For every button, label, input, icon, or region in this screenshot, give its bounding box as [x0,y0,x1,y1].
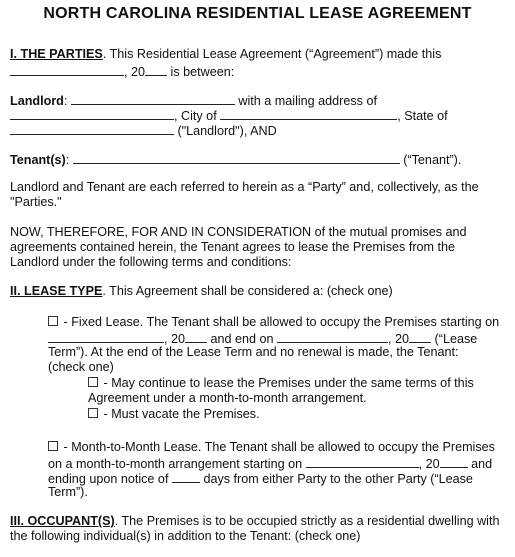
party-def-line-1: Landlord and Tenant are each referred to herein as a “Party” and, collectively, as the [10,180,479,194]
monthly-lease-line-3 [48,470,473,488]
fixed-start-year-prefix: , 20 [164,332,186,346]
occupants-line-1 [10,514,499,530]
month-to-month-option [88,376,474,392]
fixed-lease-line-4: (check one) [48,360,114,374]
fixed-start-year-field[interactable] [185,330,207,343]
month-to-month-option-cont: Agreement under a month-to-month arrangement. [88,391,367,405]
vacate-text: - Must vacate the Premises. [100,407,260,421]
fixed-end-year-field[interactable] [409,330,431,343]
fixed-start-date-field[interactable] [48,330,164,343]
landlord-line-3 [10,122,277,140]
tenant-label: Tenant(s) [10,153,66,167]
vacate-checkbox[interactable] [88,408,98,418]
state-of-text: , State of [397,109,448,123]
agreement-year-field[interactable] [145,63,167,76]
landlord-city-field[interactable] [220,107,397,120]
monthly-lease-text: - Month-to-Month Lease. The Tenant shall be allowed to occupy the Premises [60,440,495,454]
between-text: is between: [167,65,235,79]
continue-lease-text: - May continue to lease the Premises under the same terms of this [100,376,474,390]
lease-type-line [10,284,393,300]
landlord-state-field[interactable] [10,122,174,135]
fixed-end-date-field[interactable] [277,330,388,343]
fixed-lease-text: - Fixed Lease. The Tenant shall be allowed to occupy the Premises starting on [60,315,500,329]
consideration-line-3: Landlord under the following terms and conditions: [10,255,292,269]
notice-days-field[interactable] [172,470,200,483]
landlord-address-field[interactable] [10,107,174,120]
fixed-lease-line-3: Term”). At the end of the Lease Term and no renewal is made, the Tenant: [48,345,459,359]
consideration-line-1: NOW, THEREFORE, FOR AND IN CONSIDERATION of the mutual promises and [10,225,467,239]
end-on-text: and end on [207,332,274,346]
landlord-label: Landlord [10,94,64,108]
notice-days-text: days from either Party to the other Party (“Lease [199,472,473,486]
occupants-heading: III. OCCUPANT(S) [10,514,115,528]
continue-lease-checkbox[interactable] [88,377,98,387]
occupants-text: . The Premises is to be occupied strictly as a residential dwelling with [114,514,500,528]
year-prefix: , 20 [124,65,146,79]
tenant-name-field[interactable] [73,151,400,164]
lease-type-heading: II. LEASE TYPE [10,284,103,298]
document-title: NORTH CAROLINA RESIDENTIAL LEASE AGREEMENT [43,5,472,22]
parties-text: . This Residential Lease Agreement (“Agreement”) made this [102,47,442,61]
starting-on-text: on a month-to-month arrangement starting on [48,457,303,471]
parties-line-2 [10,63,234,81]
monthly-start-year-field[interactable] [440,455,468,468]
party-def-line-2: "Parties." [10,195,62,209]
monthly-year-prefix: , 20 [418,457,440,471]
fixed-end-year-prefix: , 20 [388,332,410,346]
tenant-line [10,151,461,169]
lease-term-open: (“Lease [431,332,478,346]
landlord-closing-text: ("Landlord"), AND [174,124,277,138]
parties-heading: I. THE PARTIES [10,47,103,61]
occupants-line-2: the following individual(s) in addition to the Tenant: (check one) [10,529,361,543]
monthly-start-date-field[interactable] [306,455,419,468]
city-of-text: , City of [174,109,217,123]
consideration-line-2: agreements contained herein, the Tenant agrees to lease the Premises from the [10,240,456,254]
vacate-option [88,407,260,423]
tenant-colon: : [65,153,70,167]
parties-line-1 [10,47,441,63]
landlord-colon: : [63,94,68,108]
monthly-lease-checkbox[interactable] [48,441,58,451]
agreement-date-field[interactable] [10,63,124,76]
fixed-lease-line-1 [48,315,499,331]
fixed-lease-checkbox[interactable] [48,316,58,326]
tenant-closing-text: (“Tenant”). [399,153,462,167]
mailing-address-text: with a mailing address of [234,94,377,108]
monthly-lease-line-4: Term”). [48,485,88,499]
lease-type-text: . This Agreement shall be considered a: (check one) [102,284,393,298]
and-text: and [467,457,493,471]
monthly-lease-line-1 [48,440,495,456]
landlord-name-field[interactable] [71,92,235,105]
notice-of-text: ending upon notice of [48,472,169,486]
